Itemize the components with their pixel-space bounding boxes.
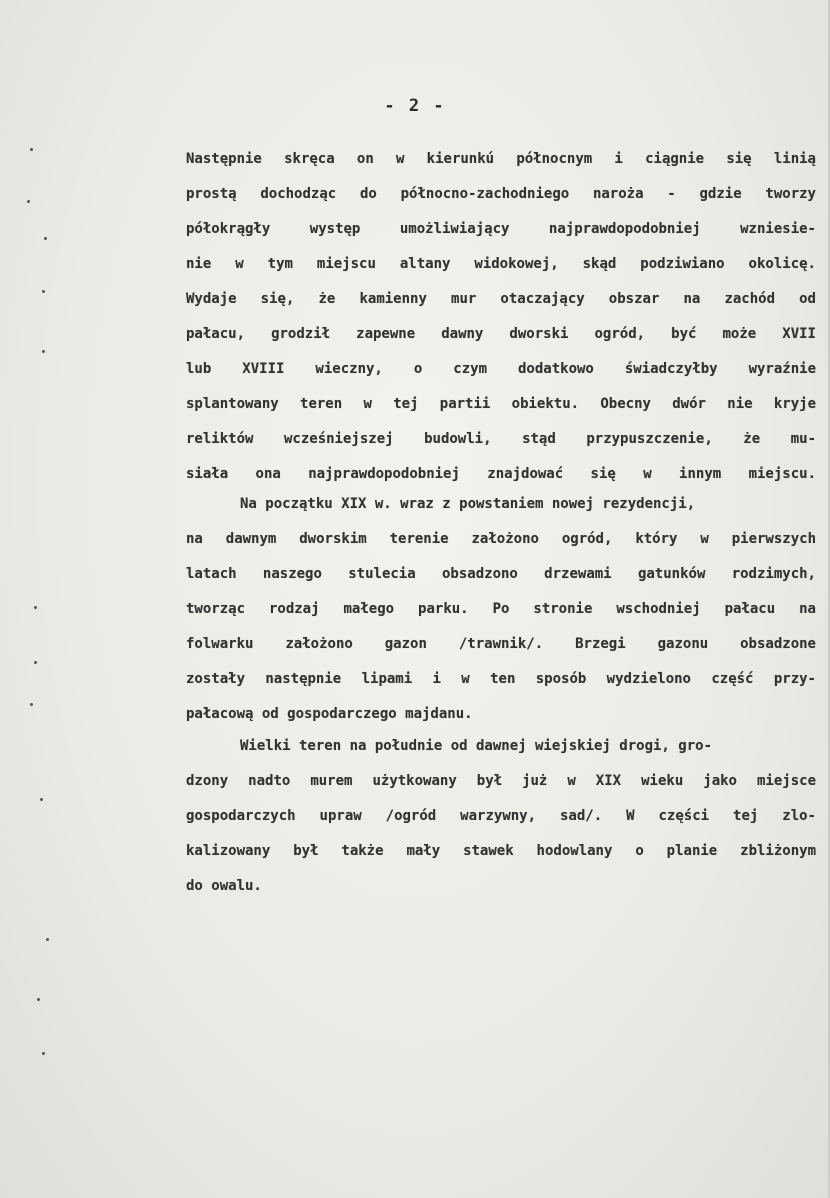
text-line: prostą dochodząc do północno-zachodniego naroża - gdzie tworzy: [186, 186, 816, 202]
text-line: na dawnym dworskim terenie założono ogród, który w pierwszych: [186, 531, 816, 547]
text-line: pałacową od gospodarczego majdanu.: [186, 706, 473, 722]
paragraph-1: [186, 142, 816, 492]
text-line: Wielki teren na południe od dawnej wiejskiej drogi, gro-: [240, 738, 713, 754]
margin-speck: [46, 938, 49, 941]
margin-speck: [42, 350, 45, 353]
text-line: nie w tym miejscu altany widokowej, skąd podziwiano okolicę.: [186, 256, 816, 272]
margin-speck: [42, 1052, 45, 1055]
text-line: zostały następnie lipami i w ten sposób wydzielono część przy-: [186, 671, 816, 687]
text-line: pałacu, grodził zapewne dawny dworski ogród, być może XVII: [186, 326, 816, 342]
margin-speck: [40, 798, 43, 801]
text-line: dzony nadto murem użytkowany był już w XIX wieku jako miejsce: [186, 773, 816, 789]
text-line: półokrągły występ umożliwiający najprawdopodobniej wzniesie-: [186, 221, 816, 237]
text-line: siała ona najprawdopodobniej znajdować się w innym miejscu.: [186, 466, 816, 482]
paragraph-3: [186, 729, 816, 904]
text-line: lub XVIII wieczny, o czym dodatkowo świadczyłby wyraźnie: [186, 361, 816, 377]
margin-speck: [34, 661, 37, 664]
margin-speck: [30, 148, 33, 151]
margin-speck: [27, 200, 30, 203]
text-line: Wydaje się, że kamienny mur otaczający obszar na zachód od: [186, 291, 816, 307]
text-line: tworząc rodzaj małego parku. Po stronie wschodniej pałacu na: [186, 601, 816, 617]
margin-speck: [34, 606, 37, 609]
text-line: do owalu.: [186, 878, 262, 894]
text-line: latach naszego stulecia obsadzono drzewami gatunków rodzimych,: [186, 566, 816, 582]
margin-specks: [0, 0, 60, 1198]
text-line: Na początku XIX w. wraz z powstaniem nowej rezydencji,: [240, 496, 696, 512]
margin-speck: [42, 290, 45, 293]
text-line: Następnie skręca on w kierunkú północnym i ciągnie się linią: [186, 151, 816, 167]
text-line: kalizowany był także mały stawek hodowlany o planie zbliżonym: [186, 843, 816, 859]
margin-speck: [37, 998, 40, 1001]
text-line: folwarku założono gazon /trawnik/. Brzegi gazonu obsadzone: [186, 636, 816, 652]
text-line: gospodarczych upraw /ogród warzywny, sad/. W części tej zlo-: [186, 808, 816, 824]
page-number: - 2 -: [384, 96, 446, 116]
text-line: splantowany teren w tej partii obiektu. Obecny dwór nie kryje: [186, 396, 816, 412]
text-line: reliktów wcześniejszej budowli, stąd przypuszczenie, że mu-: [186, 431, 816, 447]
paragraph-2: [186, 487, 816, 732]
margin-speck: [30, 703, 33, 706]
margin-speck: [44, 237, 47, 240]
